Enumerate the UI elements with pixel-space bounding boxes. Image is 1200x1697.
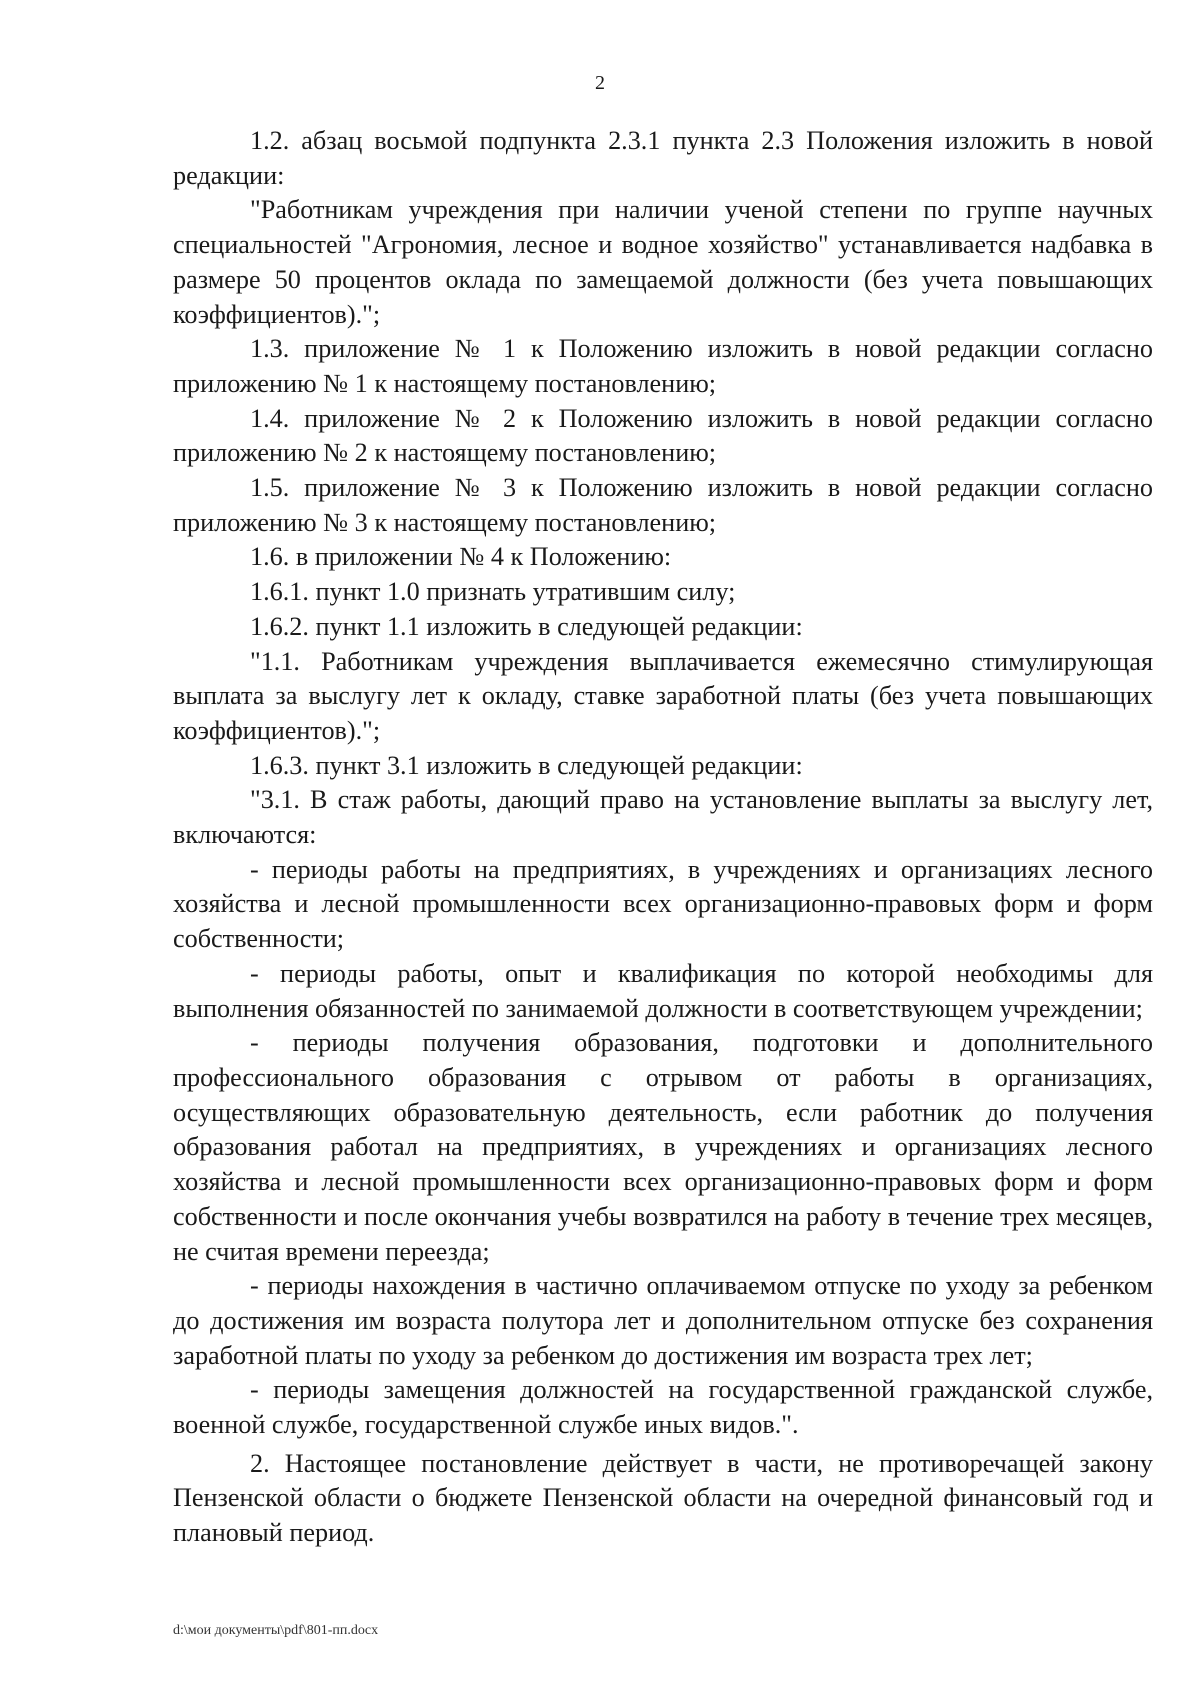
paragraph-1-6-1: 1.6.1. пункт 1.0 признать утратившим силу; [250, 577, 736, 607]
paragraph-1-6: 1.6. в приложении № 4 к Положению: [250, 542, 672, 572]
paragraph-1-3: 1.3. приложение № 1 к Положению изложить в новой редакции согласно приложению № 1 к настоящему постановлению; [173, 334, 1153, 398]
paragraph-3-1-quote: "3.1. В стаж работы, дающий право на установление выплаты за выслугу лет, включаются: [173, 785, 1153, 850]
paragraph-1-2: 1.2. абзац восьмой подпункта 2.3.1 пункта 2.3 Положения изложить в новой редакции: [173, 126, 1153, 190]
paragraph-2: 2. Настоящее постановление действует в части, не противоречащей закону Пензенской области о бюджете Пензенской области на очередной финансовый год и плановый период. [173, 1448, 1153, 1548]
paragraph-1-6-3: 1.6.3. пункт 3.1 изложить в следующей редакции: [250, 750, 803, 780]
list-item-forestry-work: - периоды работы на предприятиях, в учреждениях и организациях лесного хозяйства и лесной промышленности всех организационно-правовых форм и форм собственности; [173, 854, 1153, 954]
list-item-public-service: - периоды замещения должностей на государственной гражданской службе, военной службе, государственной службе иных видов.". [173, 1375, 1153, 1440]
paragraph-1-2-quote: "Работникам учреждения при наличии ученой степени по группе научных специальностей "Агрономия, лесное и водное хозяйство" устанавливается надбавка в размере 50 процентов оклада по замещаемой должности (без учета повышающих коэффициентов)."; [173, 195, 1153, 329]
document-body [173, 124, 1153, 1551]
list-item-parental-leave: - периоды нахождения в частично оплачиваемом отпуске по уходу за ребенком до достижения им возраста полутора лет и дополнительном отпуске без сохранения заработной платы по уходу за ребенком до достижения им возраста трех лет; [173, 1271, 1153, 1370]
page-number: 2 [595, 72, 605, 94]
list-item-relevant-experience: - периоды работы, опыт и квалификация по которой необходимы для выполнения обязанностей по занимаемой должности в соответствующем учреждении; [173, 958, 1153, 1023]
paragraph-1-6-2: 1.6.2. пункт 1.1 изложить в следующей редакции: [250, 611, 803, 641]
paragraph-1-4: 1.4. приложение № 2 к Положению изложить в новой редакции согласно приложению № 2 к настоящему постановлению; [173, 403, 1153, 468]
footer-file-path: d:\мои документы\pdf\801-пп.docx [173, 1623, 379, 1638]
paragraph-1-6-2-quote: "1.1. Работникам учреждения выплачивается ежемесячно стимулирующая выплата за выслугу лет к окладу, ставке заработной платы (без учета повышающих коэффициентов)."; [173, 646, 1153, 745]
list-item-education: - периоды получения образования, подготовки и дополнительного профессионального образования с отрывом от работы в организациях, осуществляющих образовательную деятельность, если работник до получения образования работал на предприятиях, в учреждениях и организациях лесного хозяйства и лесной промышленности всех организационно-правовых форм и форм собственности и после окончания учебы возвратился на работу в течение трех месяцев, не считая времени переезда; [173, 1028, 1153, 1266]
paragraph-1-5: 1.5. приложение № 3 к Положению изложить в новой редакции согласно приложению № 3 к настоящему постановлению; [173, 473, 1153, 537]
